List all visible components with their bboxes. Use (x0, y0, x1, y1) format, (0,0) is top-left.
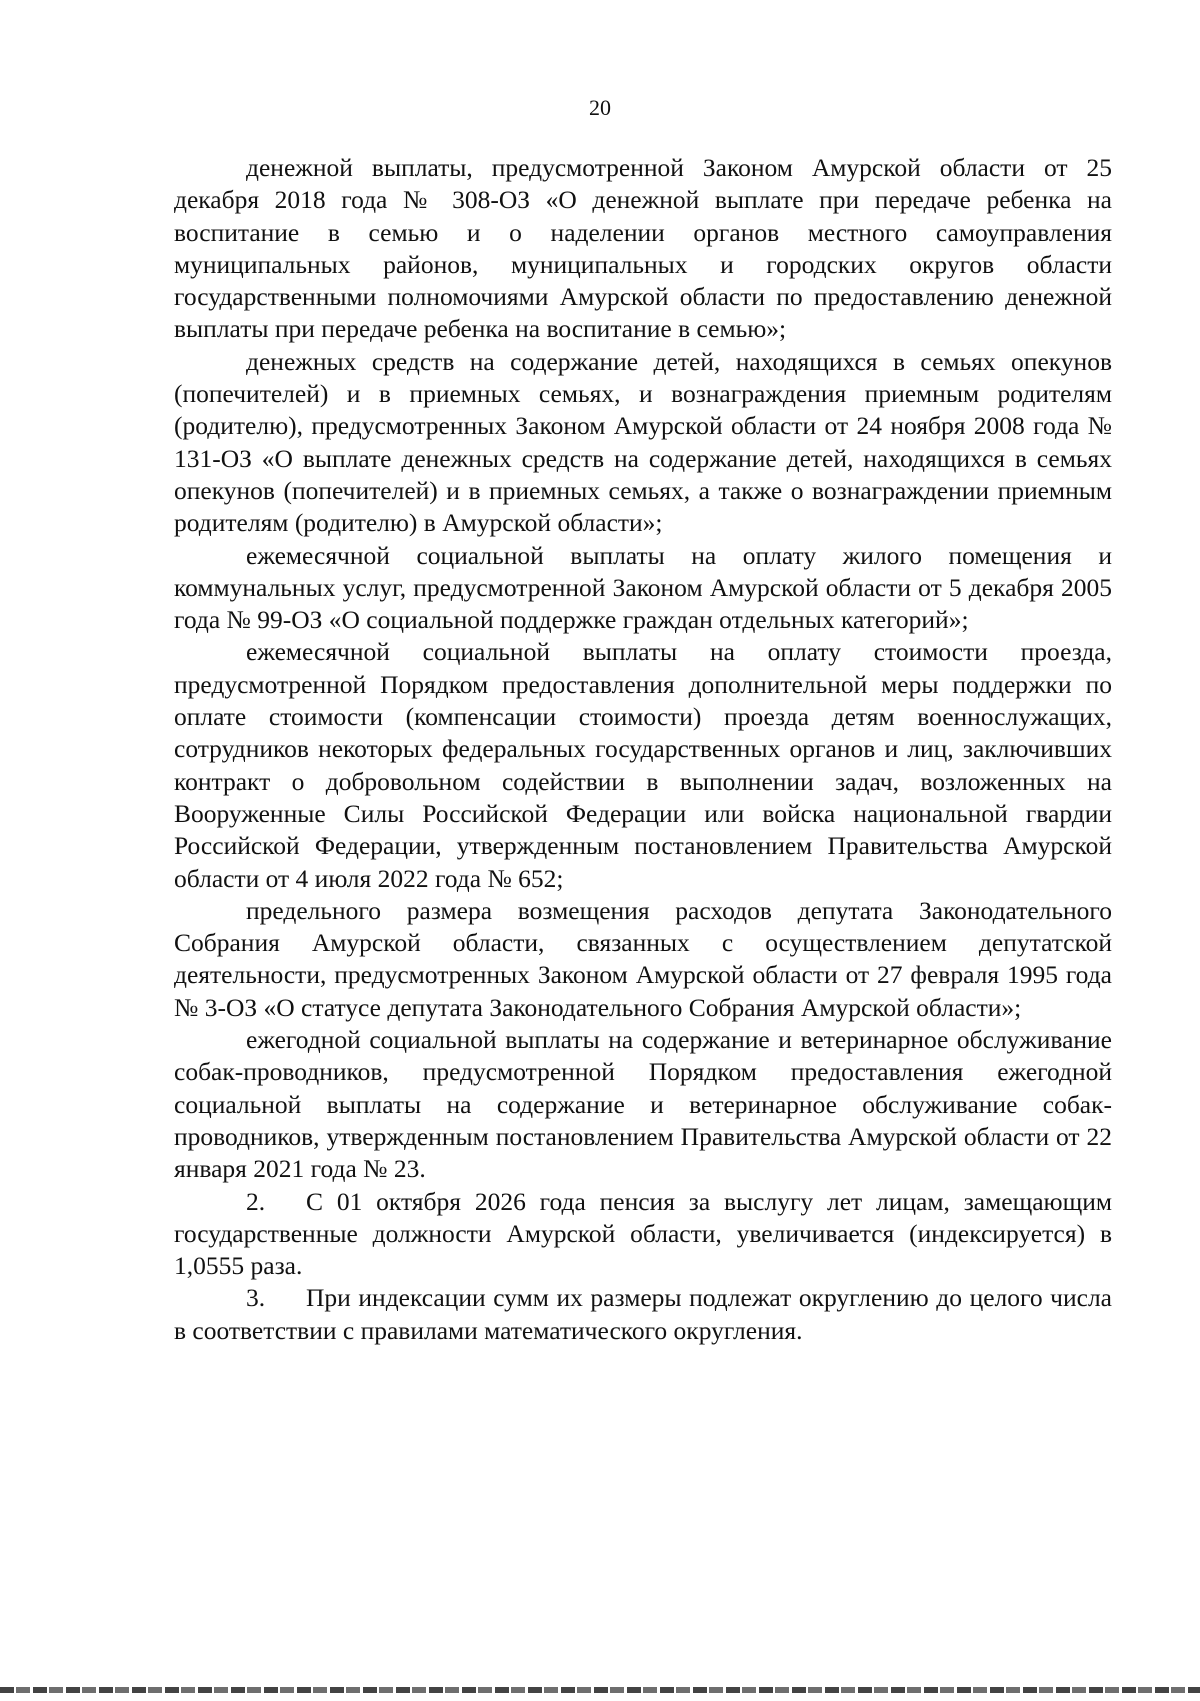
paragraph-travel-cost-payment: ежемесячной социальной выплаты на оплату стоимости проезда, предусмотренной Порядком предоставления дополнительной меры поддержки по оплате стоимости (компенсации стоимости) проезда детям военнослужащих, сотрудников некоторых федеральных государственных органов и лиц, заключивших контракт о добровольном содействии в выполнении задач, возложенных на Вооруженные Силы Российской Федерации или войска национальной гвардии Российской Федерации, утвержденным постановлением Правительства Амурской области от 4 июля 2022 года № 652; (174, 637, 1112, 893)
paragraph-monetary-payment-child-transfer: денежной выплаты, предусмотренной Законом Амурской области от 25 декабря 2018 года № 308-ОЗ «О денежной выплате при передаче ребенка на воспитание в семью и о наделении органов местного самоуправления муниципальных районов, муниципальных и городских округов области государственными полномочиями Амурской области по предоставлению денежной выплаты при передаче ребенка на воспитание в семью»; (174, 153, 1112, 344)
paragraph-deputy-expenses: предельного размера возмещения расходов депутата Законодательного Собрания Амурской области, связанных с осуществлением депутатской деятельности, предусмотренных Законом Амурской области от 27 февраля 1995 года № 3-ОЗ «О статусе депутата Законодательного Собрания Амурской области»; (174, 895, 1112, 1022)
paragraph-guardian-funds: денежных средств на содержание детей, находящихся в семьях опекунов (попечителей) и в приемных семьях, и вознаграждения приемным родителям (родителю), предусмотренных Законом Амурской области от 24 ноября 2008 года № 131-ОЗ «О выплате денежных средств на содержание детей, находящихся в семьях опекунов (попечителей) и в приемных семьях, а также о вознаграждении приемным родителям (родителю) в Амурской области»; (174, 346, 1112, 538)
item-text: При индексации сумм их размеры подлежат округлению до целого числа в соответствии с правилами математического округления. (174, 1283, 1112, 1345)
document-body (174, 152, 1112, 1347)
paragraph-guide-dogs-payment: ежегодной социальной выплаты на содержание и ветеринарное обслуживание собак-проводников, предусмотренной Порядком предоставления ежегодной социальной выплаты на содержание и ветеринарное обслуживание собак-проводников, утвержденным постановлением Правительства Амурской области от 22 января 2021 года № 23. (174, 1025, 1112, 1184)
paragraph-housing-utilities-payment: ежемесячной социальной выплаты на оплату жилого помещения и коммунальных услуг, предусмотренной Законом Амурской области от 5 декабря 2005 года № 99-ОЗ «О социальной поддержке граждан отдельных категорий»; (174, 540, 1112, 635)
numbered-item-2 (174, 1186, 1112, 1283)
page-number: 20 (589, 95, 611, 120)
item-number: 3. (246, 1283, 266, 1313)
numbered-item-3 (174, 1282, 1112, 1347)
item-text: С 01 октября 2026 года пенсия за выслугу лет лицам, замещающим государственные должности Амурской области, увеличивается (индексируется) в 1,0555 раза. (174, 1186, 1112, 1281)
item-number: 2. (246, 1186, 266, 1216)
scan-border-line (0, 1687, 1200, 1693)
